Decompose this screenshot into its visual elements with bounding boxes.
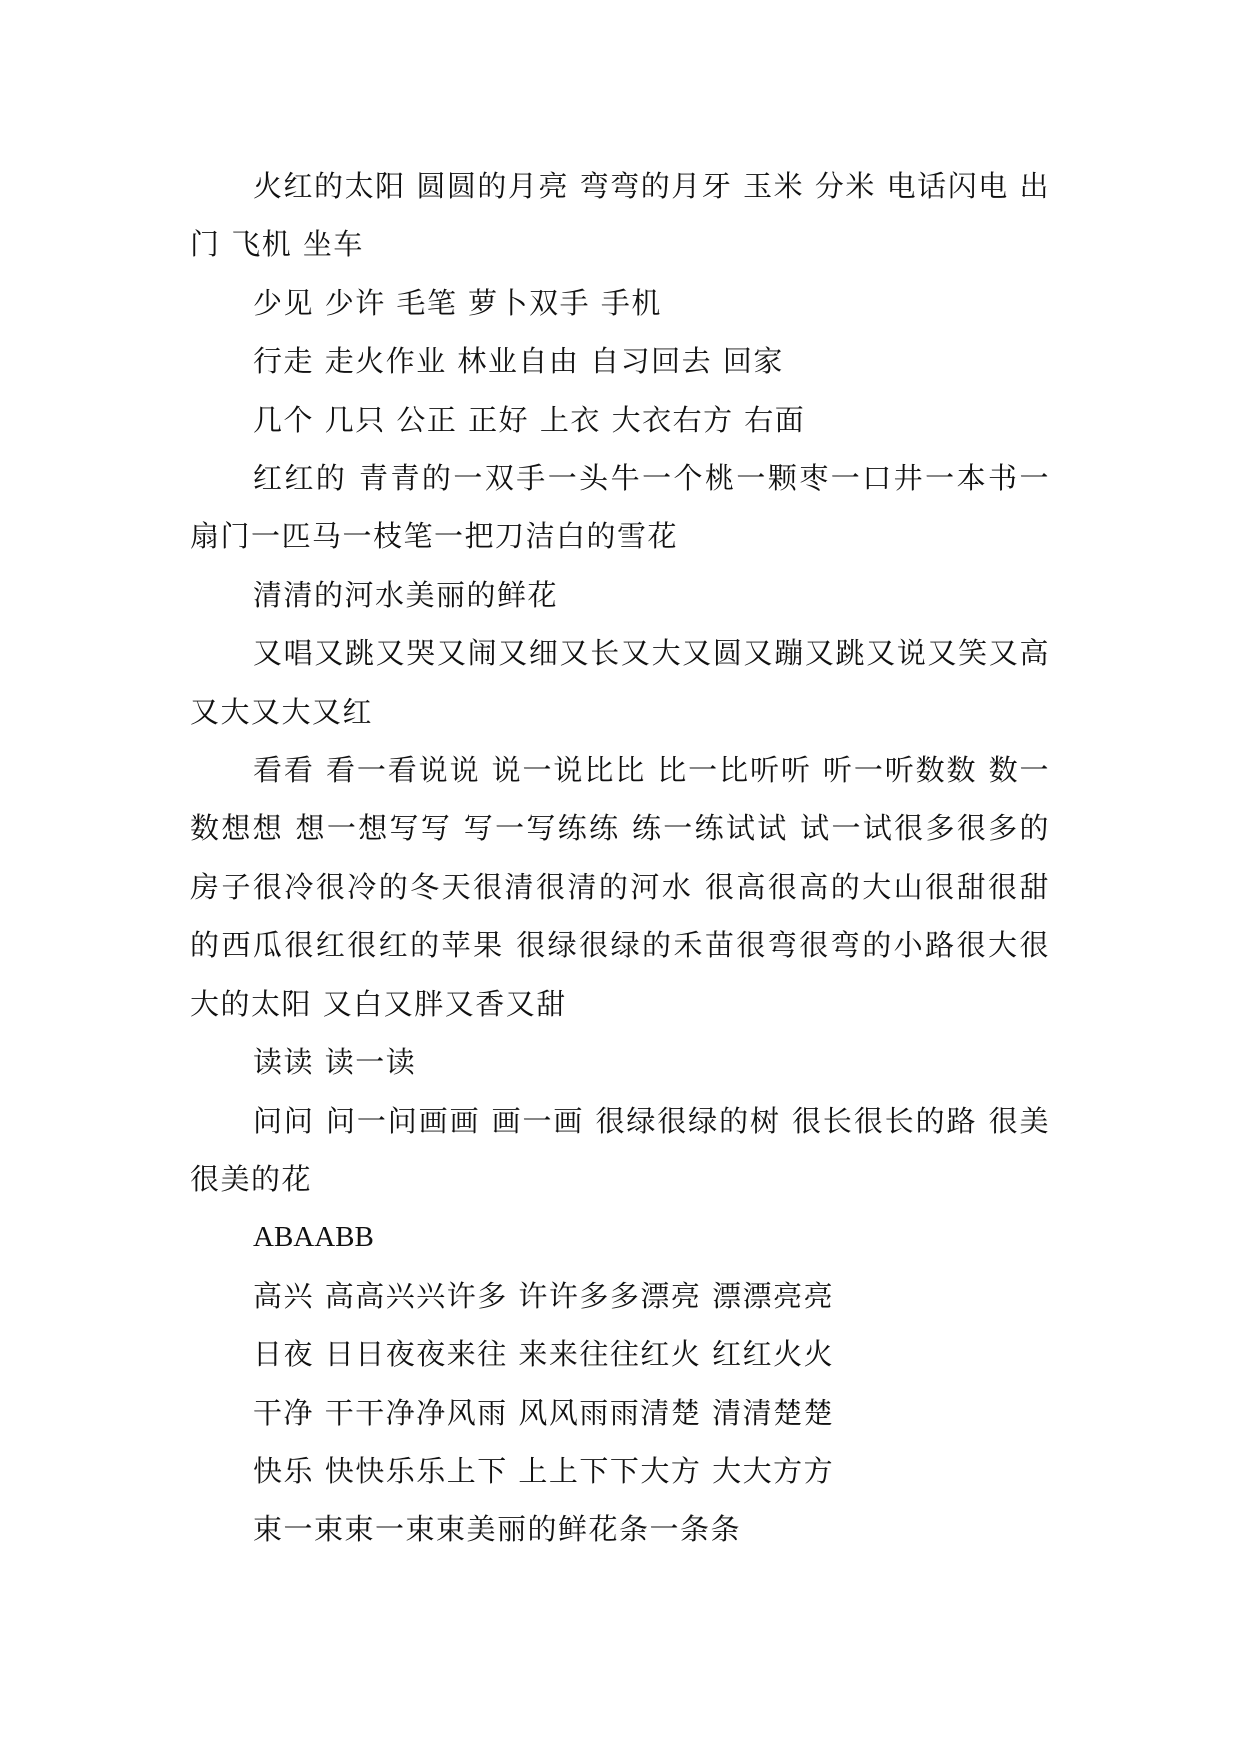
paragraph-15: 快乐 快快乐乐上下 上上下下大方 大大方方 (253, 1453, 835, 1488)
paragraph-9: 读读 读一读 (253, 1045, 417, 1080)
paragraph-6: 清清的河水美丽的鲜花 (253, 577, 559, 612)
paragraph-3: 行走 走火作业 林业自由 自习回去 回家 (253, 344, 784, 379)
paragraph-5: 红红的 青青的一双手一头牛一个桃一颗枣一口井一本书一扇门一匹马一枝笔一把刀洁白的雪花 (190, 461, 1050, 554)
paragraph-16: 束一束束一束束美丽的鲜花条一条条 (253, 1512, 742, 1547)
paragraph-1: 火红的太阳 圆圆的月亮 弯弯的月牙 玉米 分米 电话闪电 出门 飞机 坐车 (190, 169, 1050, 262)
paragraph-10: 问问 问一问画画 画一画 很绿很绿的树 很长很长的路 很美很美的花 (190, 1103, 1050, 1196)
paragraph-13: 日夜 日日夜夜来往 来来往往红火 红红火火 (253, 1337, 835, 1372)
document-body (190, 157, 1050, 1559)
paragraph-8: 看看 看一看说说 说一说比比 比一比听听 听一听数数 数一数想想 想一想写写 写一写练练 练一练试试 试一试很多很多的房子很冷很冷的冬天很清很清的河水 很高很高的大山很甜很甜的西瓜很红很红的苹果 很绿很绿的禾苗很弯很弯的小路很大很大的太阳 又白又胖又香又甜 (190, 753, 1050, 1021)
paragraph-11: ABAABB (253, 1221, 374, 1254)
paragraph-2: 少见 少许 毛笔 萝卜双手 手机 (253, 285, 662, 320)
paragraph-14: 干净 干干净净风雨 风风雨雨清楚 清清楚楚 (253, 1395, 835, 1430)
paragraph-7: 又唱又跳又哭又闹又细又长又大又圆又蹦又跳又说又笑又高又大又大又红 (190, 636, 1050, 729)
paragraph-4: 几个 几只 公正 正好 上衣 大衣右方 右面 (253, 402, 806, 437)
paragraph-12: 高兴 高高兴兴许多 许许多多漂亮 漂漂亮亮 (253, 1278, 835, 1313)
